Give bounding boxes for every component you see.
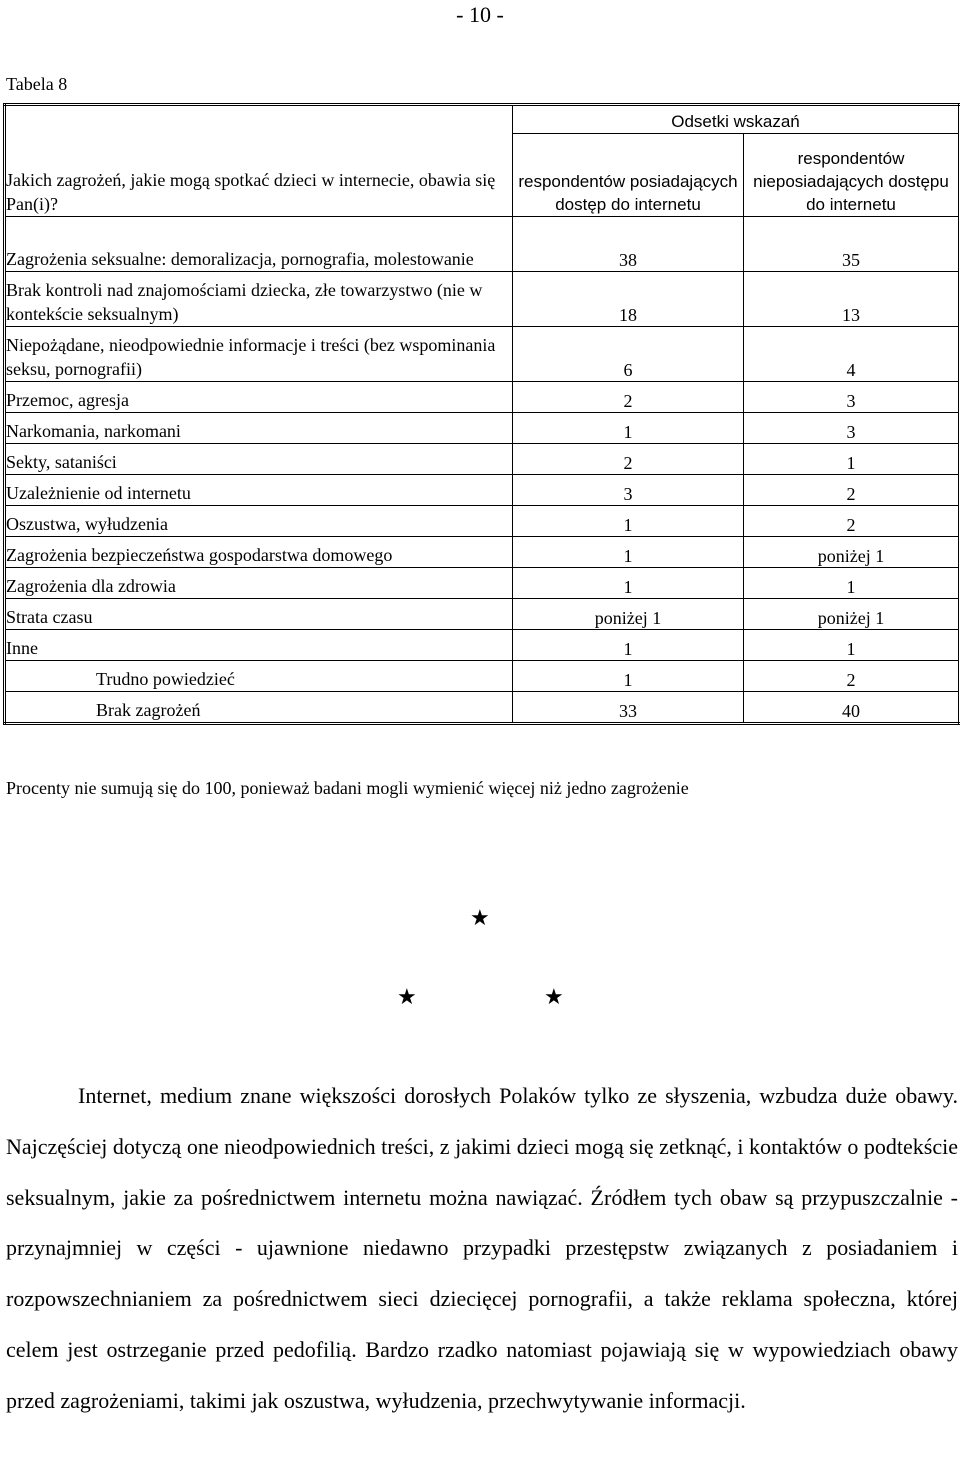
value-with-access: 2 bbox=[513, 382, 744, 413]
body-paragraph bbox=[6, 1071, 958, 1427]
value-without-access: poniżej 1 bbox=[744, 537, 960, 568]
survey-table bbox=[3, 103, 960, 725]
value-without-access: 1 bbox=[744, 444, 960, 475]
value-without-access: 4 bbox=[744, 327, 960, 382]
table-row bbox=[5, 506, 960, 537]
row-label: Zagrożenia bezpieczeństwa gospodarstwa domowego bbox=[5, 537, 513, 568]
value-without-access: 3 bbox=[744, 413, 960, 444]
group-header: Odsetki wskazań bbox=[513, 105, 960, 134]
table-row bbox=[5, 475, 960, 506]
table-row bbox=[5, 413, 960, 444]
row-label: Zagrożenia seksualne: demoralizacja, pornografia, molestowanie bbox=[5, 217, 513, 272]
table-row bbox=[5, 382, 960, 413]
star-icon: ★ bbox=[470, 905, 490, 930]
value-without-access: 13 bbox=[744, 272, 960, 327]
col2-header: respondentów nieposiadających dostępu do internetu bbox=[744, 134, 960, 217]
star-icon: ★ bbox=[397, 984, 417, 1009]
value-without-access: 1 bbox=[744, 568, 960, 599]
table-row bbox=[5, 661, 960, 692]
paragraph-text: Internet, medium znane większości dorosłych Polaków tylko ze słyszenia, wzbudza duże obawy. Najczęściej dotyczą one nieodpowiednich treści, z jakimi dzieci mogą się zetknąć, i kontaktów o podtekście seksualnym, jakie za pośrednictwem internetu można nawiązać. Źródłem tych obaw są przypuszczalnie - przynajmniej w części - ujawnione niedawno przypadki przestępstw związanych z posiadaniem i rozpowszechnianiem za pośrednictwem sieci dziecięcej pornografii, a także reklama społeczna, której celem jest ostrzeganie przed pedofilią. Bardzo rzadko natomiast pojawiają się w wypowiedziach obawy przed zagrożeniami, takimi jak oszustwa, wyłudzenia, przechwytywanie informacji. bbox=[6, 1083, 958, 1413]
value-with-access: 1 bbox=[513, 630, 744, 661]
table-row bbox=[5, 272, 960, 327]
star-icon: ★ bbox=[544, 984, 564, 1009]
table-row bbox=[5, 599, 960, 630]
value-without-access: 2 bbox=[744, 661, 960, 692]
value-with-access: 6 bbox=[513, 327, 744, 382]
value-without-access: poniżej 1 bbox=[744, 599, 960, 630]
table-row bbox=[5, 630, 960, 661]
row-label: Oszustwa, wyłudzenia bbox=[5, 506, 513, 537]
row-label: Niepożądane, nieodpowiednie informacje i treści (bez wspominania seksu, pornografii) bbox=[5, 327, 513, 382]
table-label: Tabela 8 bbox=[6, 74, 68, 94]
row-label: Przemoc, agresja bbox=[5, 382, 513, 413]
value-without-access: 3 bbox=[744, 382, 960, 413]
row-label: Trudno powiedzieć bbox=[5, 661, 513, 692]
value-with-access: poniżej 1 bbox=[513, 599, 744, 630]
question-cell: Jakich zagrożeń, jakie mogą spotkać dzieci w internecie, obawia się Pan(i)? bbox=[5, 105, 513, 217]
value-without-access: 1 bbox=[744, 630, 960, 661]
value-with-access: 18 bbox=[513, 272, 744, 327]
value-without-access: 40 bbox=[744, 692, 960, 724]
row-label: Zagrożenia dla zdrowia bbox=[5, 568, 513, 599]
row-label: Brak zagrożeń bbox=[5, 692, 513, 724]
col1-header: respondentów posiadających dostęp do internetu bbox=[513, 134, 744, 217]
table-row bbox=[5, 568, 960, 599]
value-with-access: 1 bbox=[513, 537, 744, 568]
table-row bbox=[5, 537, 960, 568]
row-label: Sekty, sataniści bbox=[5, 444, 513, 475]
table-row bbox=[5, 327, 960, 382]
table-header-row bbox=[5, 105, 960, 134]
value-with-access: 33 bbox=[513, 692, 744, 724]
value-with-access: 1 bbox=[513, 413, 744, 444]
table-row bbox=[5, 217, 960, 272]
value-without-access: 35 bbox=[744, 217, 960, 272]
row-label: Narkomania, narkomani bbox=[5, 413, 513, 444]
value-with-access: 1 bbox=[513, 506, 744, 537]
table-row bbox=[5, 692, 960, 724]
row-label: Uzależnienie od internetu bbox=[5, 475, 513, 506]
value-with-access: 3 bbox=[513, 475, 744, 506]
row-label: Strata czasu bbox=[5, 599, 513, 630]
page-number: - 10 - bbox=[456, 2, 504, 27]
value-with-access: 1 bbox=[513, 568, 744, 599]
value-with-access: 38 bbox=[513, 217, 744, 272]
table-body bbox=[5, 217, 960, 724]
value-with-access: 1 bbox=[513, 661, 744, 692]
row-label: Inne bbox=[5, 630, 513, 661]
value-without-access: 2 bbox=[744, 475, 960, 506]
row-label: Brak kontroli nad znajomościami dziecka, złe towarzystwo (nie w kontekście seksualnym) bbox=[5, 272, 513, 327]
table-note: Procenty nie sumują się do 100, ponieważ badani mogli wymienić więcej niż jedno zagrożenie bbox=[6, 778, 689, 798]
value-without-access: 2 bbox=[744, 506, 960, 537]
table-row bbox=[5, 444, 960, 475]
value-with-access: 2 bbox=[513, 444, 744, 475]
